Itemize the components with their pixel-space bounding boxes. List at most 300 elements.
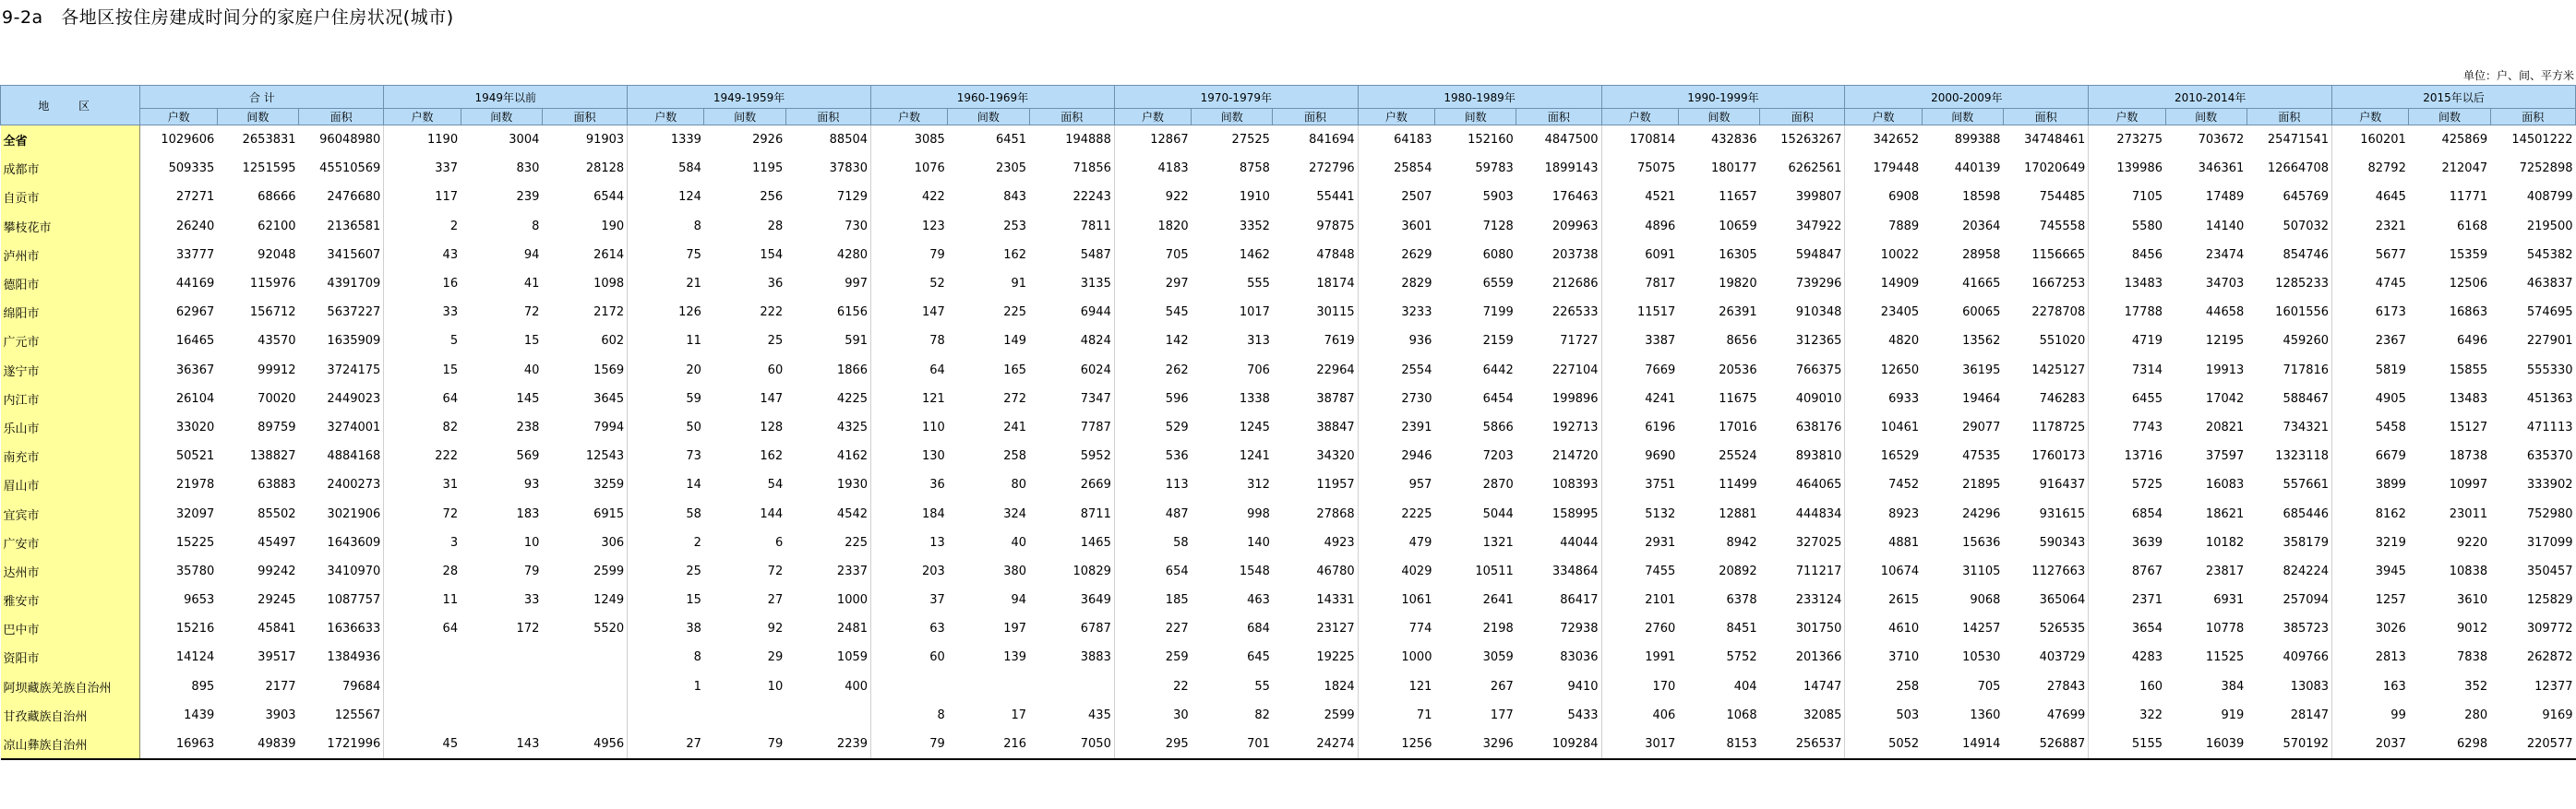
value-cell: 526887 [2003,730,2088,759]
value-cell: 22 [1114,672,1191,701]
table-row [1,442,2576,470]
value-cell: 29 [767,650,784,665]
value-cell: 2599 [593,564,625,578]
value-cell: 22964 [1316,363,1355,377]
value-cell: 507032 [2282,219,2330,233]
value-cell: 25 [628,557,704,586]
value-cell: 14124 [175,650,215,665]
value-cell: 6262561 [1788,161,1842,176]
value-cell: 893810 [1795,449,1842,464]
value-cell: 440139 [1954,161,2001,176]
value-cell: 895 [191,679,215,694]
value-cell: 16039 [2165,730,2247,759]
sub-header: 户数 [2332,109,2409,125]
value-cell: 2614 [593,247,625,262]
value-cell: 4283 [2089,643,2165,672]
value-cell: 16529 [1845,442,1922,470]
value-cell: 29077 [1962,420,2001,434]
value-cell: 1256 [1358,730,1434,759]
region-cell: 资阳市 [1,643,140,672]
value-cell: 17020649 [2024,161,2086,176]
value-cell: 18174 [1316,277,1355,291]
value-cell: 380 [1003,564,1027,578]
value-cell: 3654 [2089,614,2165,643]
value-cell: 8942 [1726,535,1757,550]
sub-header: 面积 [299,109,384,125]
value-cell: 41665 [1962,277,2001,291]
value-cell: 52 [871,269,948,298]
value-cell: 3710 [1845,643,1922,672]
value-cell: 13 [871,529,948,557]
value-cell: 203 [871,557,948,586]
value-cell: 6908 [1845,183,1922,211]
value-cell: 432836 [1710,133,1757,148]
value-cell: 32097 [175,506,215,521]
value-cell: 2 [384,212,461,241]
table-row [1,385,2576,413]
value-cell: 313 [1247,334,1270,349]
value-cell: 487 [1114,499,1191,528]
value-cell: 128 [760,420,784,434]
value-cell: 31 [384,470,461,499]
value-cell: 1465 [1080,535,1111,550]
value-cell: 212047 [2441,161,2488,176]
value-cell: 123 [871,212,948,241]
value-cell: 17489 [2205,190,2245,205]
value-cell: 7994 [593,420,625,434]
table-row [1,499,2576,528]
value-cell: 6156 [836,305,869,320]
group-header: 1949-1959年 [628,86,871,109]
value-cell: 140 [1247,535,1270,550]
region-cell: 内江市 [1,385,140,413]
value-cell: 162 [760,449,784,464]
value-cell: 2629 [1358,241,1434,269]
value-cell: 3410970 [327,564,381,578]
value-cell: 17 [1011,708,1027,722]
value-cell: 3296 [1434,730,1516,759]
value-cell: 6854 [2089,499,2165,528]
table-row [1,125,2576,155]
value-cell: 60 [767,363,784,377]
value-cell: 1601556 [2275,305,2330,320]
value-cell: 54 [767,478,784,493]
value-cell: 1338 [1239,391,1270,406]
value-cell: 5458 [2332,413,2409,442]
value-cell: 1636633 [327,622,381,636]
value-cell: 1910 [1239,190,1270,205]
value-cell: 529 [1114,413,1191,442]
value-cell: 26104 [175,391,215,406]
value-cell: 3233 [1358,298,1434,327]
value-cell: 3352 [1239,219,1270,233]
sub-header: 户数 [140,109,217,125]
group-header: 2010-2014年 [2089,86,2332,109]
value-cell: 160201 [2332,125,2409,155]
value-cell: 3059 [1482,650,1514,665]
value-cell: 3135 [1080,277,1111,291]
sub-header: 面积 [2003,109,2088,125]
value-cell: 15127 [2449,420,2488,434]
value-cell: 79684 [341,679,381,694]
value-cell: 464065 [1795,478,1842,493]
value-cell: 11517 [1601,298,1678,327]
value-cell: 192713 [1552,420,1599,434]
value-cell: 20 [628,356,704,385]
value-cell: 730 [845,219,869,233]
value-cell: 1249 [593,593,625,608]
group-header: 2015年以后 [2332,86,2576,109]
value-cell: 176463 [1552,190,1599,205]
value-cell: 4719 [2089,327,2165,355]
value-cell: 73 [628,442,704,470]
value-cell: 6442 [1482,363,1514,377]
value-cell: 99 [2332,701,2409,730]
value-cell: 62100 [258,219,296,233]
value-cell: 113 [1114,470,1191,499]
region-cell: 攀枝花市 [1,212,140,241]
table-row [1,701,2576,730]
value-cell: 5637227 [327,305,381,320]
value-cell: 509335 [168,161,215,176]
value-cell: 6931 [2213,593,2245,608]
value-cell: 47535 [1962,449,2001,464]
value-cell: 13716 [2089,442,2165,470]
value-cell: 10530 [1962,650,2001,665]
value-cell: 717816 [2282,363,2330,377]
value-cell: 5580 [2089,212,2165,241]
value-cell: 10022 [1845,241,1922,269]
value-cell: 7743 [2089,413,2165,442]
value-cell: 4029 [1358,557,1434,586]
value-cell: 327025 [1795,535,1842,550]
value-cell: 12650 [1845,356,1922,385]
region-cell: 广元市 [1,327,140,355]
value-cell: 3639 [2089,529,2165,557]
group-header: 1949年以前 [384,86,628,109]
value-cell: 322 [2089,701,2165,730]
value-cell: 574695 [2526,305,2573,320]
value-cell: 20536 [1719,363,1757,377]
sub-header: 间数 [461,109,542,125]
value-cell: 149 [1003,334,1027,349]
value-cell: 185 [1114,586,1191,614]
value-cell: 4645 [2332,183,2409,211]
value-cell: 4610 [1845,614,1922,643]
value-cell: 24296 [1962,506,2001,521]
value-cell: 638176 [1795,420,1842,434]
value-cell: 36 [871,470,948,499]
value-cell: 219500 [2526,219,2573,233]
value-cell: 2813 [2332,643,2409,672]
value-cell: 43 [384,241,461,269]
value-cell [871,672,948,701]
value-cell: 41 [523,277,540,291]
value-cell: 1241 [1239,449,1270,464]
header-row-groups [1,86,2576,109]
value-cell: 2669 [1080,478,1111,493]
value-cell: 1820 [1114,212,1191,241]
value-cell: 584 [628,154,704,183]
value-cell [628,701,704,730]
table-row [1,183,2576,211]
value-cell: 358179 [2282,535,2330,550]
value-cell: 11771 [2449,190,2488,205]
value-cell: 5866 [1482,420,1514,434]
value-cell: 2177 [265,679,296,694]
value-cell: 854746 [2282,247,2330,262]
value-cell: 38787 [1316,391,1355,406]
value-cell: 79 [871,730,948,759]
value-cell: 20892 [1719,564,1757,578]
value-cell: 197 [1003,622,1027,636]
value-cell: 2239 [785,730,870,759]
value-cell: 5819 [2332,356,2409,385]
value-cell: 27 [767,593,784,608]
region-cell: 甘孜藏族自治州 [1,701,140,730]
value-cell: 147 [871,298,948,327]
value-cell: 824224 [2282,564,2330,578]
value-cell: 216 [948,730,1029,759]
value-cell: 2 [628,529,704,557]
value-cell: 11657 [1719,190,1757,205]
value-cell: 301750 [1795,622,1842,636]
value-cell: 32085 [1803,708,1842,722]
value-cell: 4225 [836,391,869,406]
value-cell: 312365 [1795,334,1842,349]
value-cell: 25471541 [2267,133,2330,148]
value-cell: 635370 [2526,449,2573,464]
value-cell: 463837 [2526,277,2573,291]
value-cell: 4391709 [327,277,381,291]
value-cell: 89759 [258,420,296,434]
value-cell: 1462 [1239,247,1270,262]
value-cell: 11675 [1719,391,1757,406]
value-cell: 108393 [1552,478,1599,493]
sub-header: 户数 [871,109,948,125]
value-cell: 545382 [2526,247,2573,262]
value-cell: 684 [1247,622,1270,636]
value-cell: 11525 [2205,650,2245,665]
value-cell: 8451 [1726,622,1757,636]
value-cell: 55441 [1316,190,1355,205]
value-cell: 117 [384,183,461,211]
value-cell: 752980 [2526,506,2573,521]
value-cell: 384 [2221,679,2245,694]
value-cell: 33777 [175,247,215,262]
value-cell: 4542 [836,506,869,521]
value-cell: 11957 [1316,478,1355,493]
value-cell: 97875 [1316,219,1355,233]
value-cell: 14140 [2205,219,2245,233]
value-cell: 4896 [1601,212,1678,241]
value-cell: 152160 [1468,133,1514,148]
value-cell: 72938 [1560,622,1599,636]
value-cell: 12881 [1719,506,1757,521]
value-cell: 409766 [2282,650,2330,665]
value-cell: 6544 [593,190,625,205]
value-cell: 18738 [2449,449,2488,464]
value-cell: 997 [845,277,869,291]
value-cell: 110 [871,413,948,442]
sub-header: 间数 [2409,109,2490,125]
value-cell: 10461 [1845,413,1922,442]
region-cell: 眉山市 [1,470,140,499]
value-cell: 297 [1114,269,1191,298]
value-cell: 64 [384,614,461,643]
value-cell: 3649 [1080,593,1111,608]
value-cell: 6378 [1726,593,1757,608]
value-cell: 536 [1114,442,1191,470]
value-cell: 998 [1247,506,1270,521]
value-cell: 125829 [2526,593,2573,608]
value-cell: 63883 [258,478,296,493]
value-cell: 3724175 [327,363,381,377]
value-cell: 92048 [258,247,296,262]
value-cell: 591 [845,334,869,349]
value-cell: 1360 [1970,708,2001,722]
value-cell: 2225 [1358,499,1434,528]
value-cell: 23127 [1316,622,1355,636]
value-cell: 309772 [2526,622,2573,636]
group-header: 合 计 [140,86,384,109]
value-cell: 2159 [1482,334,1514,349]
value-cell: 14909 [1845,269,1922,298]
sub-header: 间数 [1678,109,1759,125]
sub-header: 间数 [704,109,785,125]
region-cell: 广安市 [1,529,140,557]
sub-header: 面积 [2490,109,2575,125]
value-cell: 58 [1114,529,1191,557]
value-cell: 4280 [836,247,869,262]
value-cell: 385723 [2282,622,2330,636]
value-cell: 17016 [1719,420,1757,434]
value-cell: 28128 [585,161,625,176]
value-cell: 38847 [1316,420,1355,434]
value-cell: 4820 [1845,327,1922,355]
value-cell: 1251595 [242,161,296,176]
value-cell: 170 [1601,672,1678,701]
value-cell: 262872 [2526,650,2573,665]
value-cell: 8456 [2089,241,2165,269]
value-cell: 739296 [1795,277,1842,291]
value-cell: 158995 [1552,506,1599,521]
sub-header: 间数 [1922,109,2003,125]
value-cell [461,701,542,730]
region-cell: 达州市 [1,557,140,586]
value-cell: 1098 [593,277,625,291]
value-cell: 1548 [1239,564,1270,578]
value-cell: 71856 [1072,161,1111,176]
value-cell: 931615 [2039,506,2086,521]
value-cell: 705 [1114,241,1191,269]
group-header: 1960-1969年 [871,86,1115,109]
value-cell: 408799 [2526,190,2573,205]
value-cell: 7787 [1080,420,1111,434]
value-cell: 4847500 [1544,133,1599,148]
sub-header: 面积 [1273,109,1358,125]
value-cell: 3751 [1601,470,1678,499]
value-cell: 222 [760,305,784,320]
value-cell: 1667253 [2031,277,2086,291]
value-cell: 214720 [1552,449,1599,464]
value-cell: 6 [774,535,784,550]
value-cell: 425869 [2441,133,2488,148]
value-cell: 8 [628,212,704,241]
value-cell: 96048980 [319,133,381,148]
value-cell: 2653831 [242,133,296,148]
value-cell: 3017 [1601,730,1678,759]
value-cell: 40 [1011,535,1027,550]
value-cell: 5752 [1726,650,1757,665]
value-cell: 3259 [593,478,625,493]
region-cell: 乐山市 [1,413,140,442]
value-cell: 3387 [1601,327,1678,355]
table-row [1,557,2576,586]
value-cell: 10997 [2449,478,2488,493]
value-cell: 342652 [1845,125,1922,155]
value-cell: 4824 [1080,334,1111,349]
value-cell: 705 [1977,679,2001,694]
value-cell: 44044 [1560,535,1599,550]
value-cell: 170814 [1601,125,1678,155]
value-cell: 25524 [1719,449,1757,464]
value-cell: 350457 [2526,564,2573,578]
value-cell: 241 [1003,420,1027,434]
value-cell: 479 [1358,529,1434,557]
value-cell: 59 [628,385,704,413]
value-cell: 841694 [1309,133,1355,148]
value-cell: 1991 [1601,643,1678,672]
value-cell: 8 [628,643,704,672]
value-cell: 6024 [1080,363,1111,377]
value-cell: 5132 [1601,499,1678,528]
value-cell: 1285233 [2275,277,2330,291]
value-cell: 306 [601,535,625,550]
value-cell: 50 [628,413,704,442]
value-cell: 8162 [2332,499,2409,528]
value-cell: 6559 [1482,277,1514,291]
value-cell: 15216 [175,622,215,636]
group-header: 1990-1999年 [1601,86,1845,109]
value-cell: 2554 [1358,356,1434,385]
value-cell: 936 [1358,327,1434,355]
value-cell: 225 [845,535,869,550]
value-cell: 25854 [1358,154,1434,183]
value-cell: 703672 [2198,133,2245,148]
value-cell: 75 [628,241,704,269]
value-cell: 25 [767,334,784,349]
value-cell: 257094 [2282,593,2330,608]
value-cell: 2278708 [2031,305,2086,320]
value-cell: 7128 [1482,219,1514,233]
value-cell: 1425127 [2031,363,2086,377]
value-cell: 33 [523,593,540,608]
value-cell: 1824 [1324,679,1355,694]
value-cell: 2641 [1482,593,1514,608]
value-cell: 400 [845,679,869,694]
value-cell: 459260 [2282,334,2330,349]
sub-header: 户数 [628,109,704,125]
value-cell: 324 [1003,506,1027,521]
value-cell: 1061 [1358,586,1434,614]
value-cell: 88504 [829,133,869,148]
value-cell: 2400273 [327,478,381,493]
value-cell: 1017 [1239,305,1270,320]
value-cell: 15 [628,586,704,614]
value-cell: 2946 [1358,442,1434,470]
value-cell: 262 [1114,356,1191,385]
